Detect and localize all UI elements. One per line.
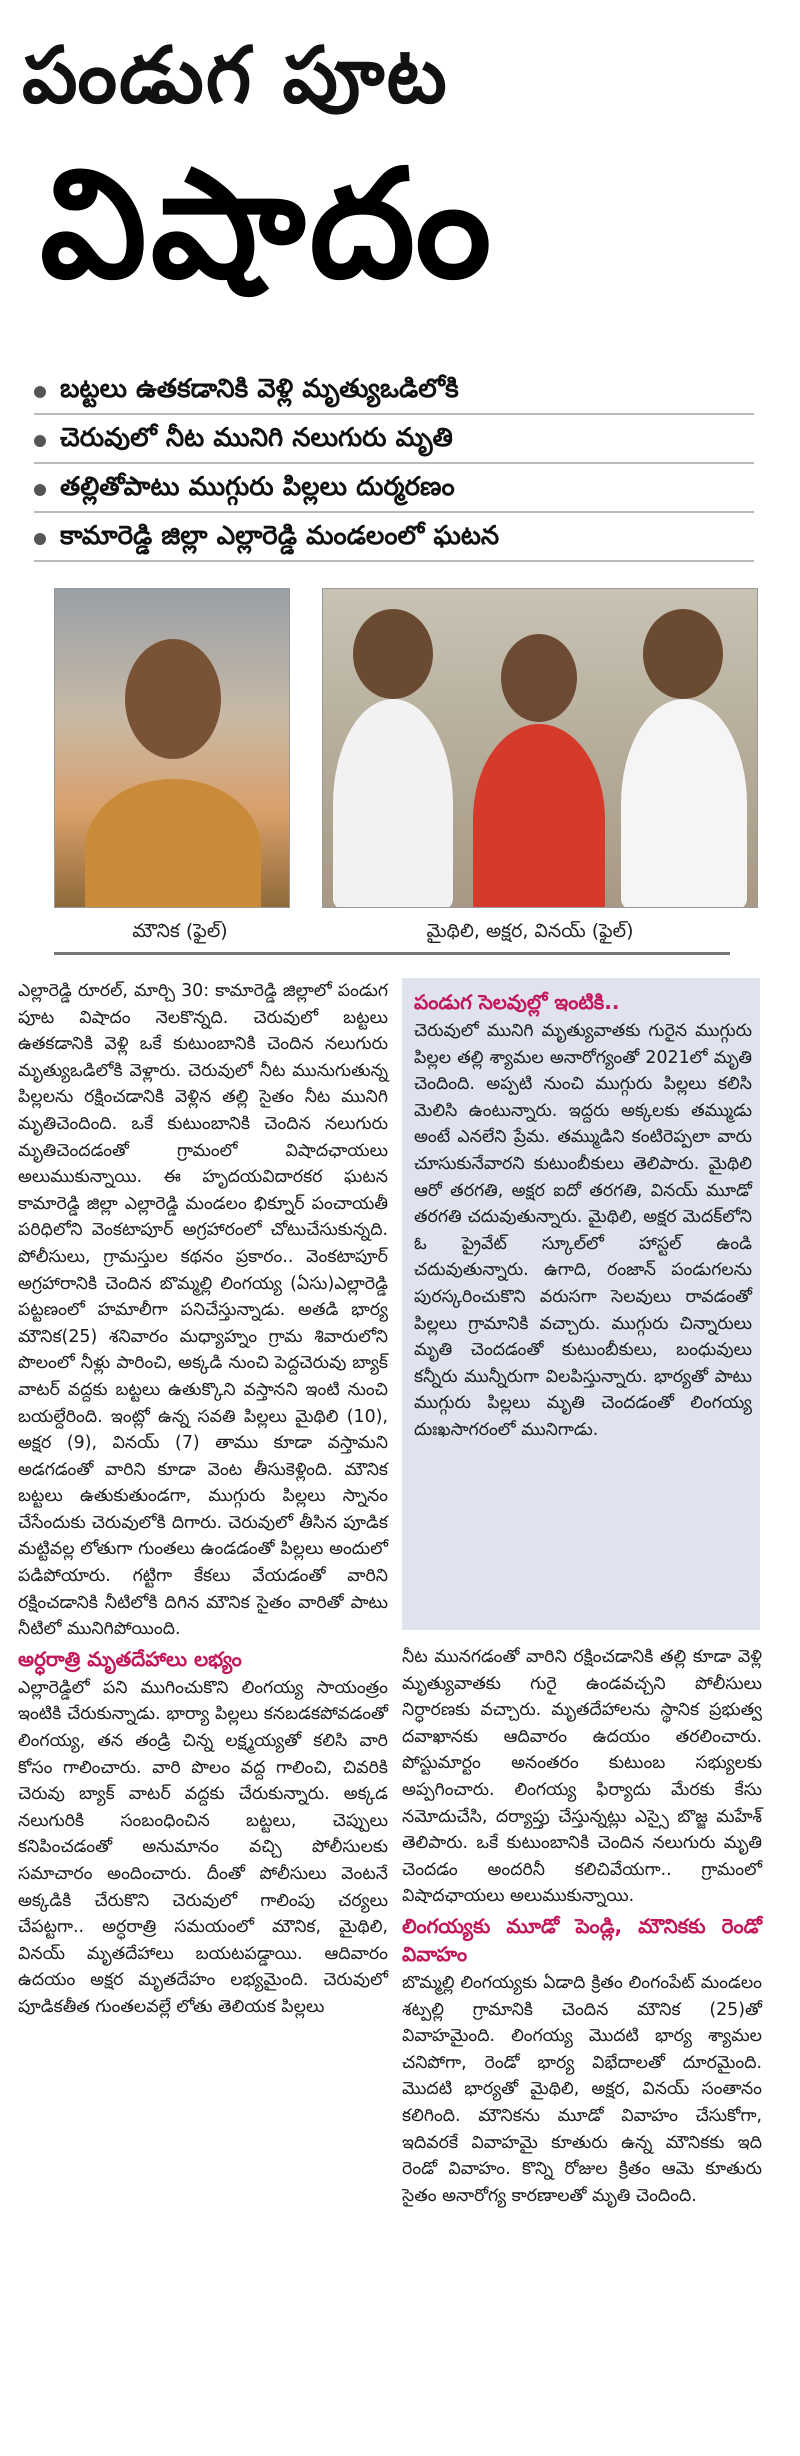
caption-right: మైథిలి, అక్షర, వినయ్ (ఫైల్)	[426, 920, 634, 942]
photo-mounika	[54, 588, 290, 908]
bullet-dot-icon	[34, 484, 46, 496]
bullet-text: కామారెడ్డి జిల్లా ఎల్లారెడ్డి మండలంలో ఘటన	[60, 520, 500, 551]
article-left-column	[18, 978, 388, 2021]
face-shape	[125, 639, 221, 759]
headline-line-1: పండుగ పూట	[22, 31, 449, 121]
article-subhead: లింగయ్యకు మూడో పెండ్లి, మౌనికకు రెండో వివాహం	[402, 1913, 762, 1966]
bullet-item	[34, 419, 754, 464]
bullet-item	[34, 370, 754, 415]
bullet-dot-icon	[34, 386, 46, 398]
article-right-column	[402, 1644, 762, 2209]
photo-children	[322, 588, 758, 908]
section-divider	[54, 952, 730, 955]
article-paragraph: ఎల్లారెడ్డి రూరల్, మార్చి 30: కామారెడ్డి జిల్లాలో పండుగ పూట విషాదం నెలకొన్నది. చెరువులో బట్టలు ఉతకడానికి వెళ్లి ఒకే కుటుంబానికి చెందిన నలుగురు మృత్యుఒడిలోకి వెళ్లారు. చెరువులో నీట మునుగుతున్న పిల్లలను రక్షించడానికి వెళ్లిన తల్లి సైతం నీట మునిగి మృతిచెందింది. ఒకే కుటుంబానికి చెందిన నలుగురు మృతిచెందడంతో గ్రామంలో విషాదఛాయలు అలుముకున్నాయి. ఈ హృదయవిదారకర ఘటన కామారెడ్డి జిల్లా ఎల్లారెడ్డి మండలం భిక్నూర్ పంచాయతీ పరిధిలోని వెంకటాపూర్ అగ్రహారంలో చోటుచేసుకున్నది. పోలీసులు, గ్రామస్తుల కథనం ప్రకారం.. వెంకటాపూర్ అగ్రహారానికి చెందిన బొమ్మల్లి లింగయ్య (ఏసు)ఎల్లారెడ్డి పట్టణంలో హమాలీగా పనిచేస్తున్నాడు. అతడి భార్య మౌనిక(25) శనివారం మధ్యాహ్నం గ్రామ శివారులోని పొలంలో నీళ్లు పారించి, అక్కడి నుంచి పెద్దచెరువు బ్యాక్ వాటర్ వద్దకు బట్టలు ఉతుక్కొని వస్తానని ఇంటి నుంచి బయల్దేరింది. ఇంట్లో ఉన్న సవతి పిల్లలు మైథిలి (10), అక్షర (9), వినయ్ (7) తాము కూడా వస్తామని అడగడంతో వారిని కూడా వెంట తీసుకెళ్లింది. మౌనిక బట్టలు ఉతుకుతుండగా, ముగ్గురు పిల్లలు స్నానం చేసేందుకు చెరువులోకి దిగారు. చెరువులో తీసిన పూడిక మట్టివల్ల లోతుగా గుంతలు ఉండడంతో పిల్లలు అందులో పడిపోయారు. గట్టిగా కేకలు వేయడంతో వారిని రక్షించడానికి నీటిలోకి దిగిన మౌనిక సైతం వారితో పాటు నీటిలో మునిగిపోయింది.	[18, 981, 388, 1640]
face-shape	[501, 634, 577, 722]
article-paragraph: నీట మునగడంతో వారిని రక్షించడానికి తల్లి కూడా వెళ్లి మృత్యువాతకు గురై ఉండవచ్చని పోలీసులు నిర్ధారణకు వచ్చారు. మృతదేహాలను స్థానిక ప్రభుత్వ దవాఖానకు ఆదివారం ఉదయం తరలించారు. పోస్టుమార్టం అనంతరం కుటుంబ సభ్యులకు అప్పగించారు. లింగయ్య ఫిర్యాదు మేరకు కేసు నమోదుచేసి, దర్యాప్తు చేస్తున్నట్లు ఎస్సై బొజ్జ మహేశ్ తెలిపారు. ఒకే కుటుంబానికి చెందిన నలుగురు మృతి చెందడం అందరినీ కలిచివేయగా.. గ్రామంలో విషాదఛాయలు అలుముకున్నాయి.	[402, 1647, 762, 1907]
bullet-list	[34, 370, 754, 566]
body-shape	[473, 724, 605, 908]
article-subhead: అర్ధరాత్రి మృతదేహాలు లభ్యం	[18, 1646, 242, 1671]
bullet-text: చెరువులో నీట మునిగి నలుగురు మృతి	[60, 422, 453, 453]
body-shape	[333, 699, 453, 908]
bullet-text: తల్లితోపాటు ముగ్గురు పిల్లలు దుర్మరణం	[60, 471, 455, 502]
body-shape	[621, 699, 747, 908]
bullet-text: బట్టలు ఉతకడానికి వెళ్లి మృత్యుఒడిలోకి	[60, 373, 459, 404]
article-paragraph: ఎల్లారెడ్డిలో పని ముగించుకొని లింగయ్య సాయంత్రం ఇంటికి చేరుకున్నాడు. భార్యా పిల్లలు కనబడకపోవడంతో లింగయ్య, తన తండ్రి చిన్న లక్ష్మయ్యతో కలిసి వారి కోసం గాలించారు. వారి పొలం వద్ద గాలించి, చివరికి చెరువు బ్యాక్ వాటర్ వద్దకు చేరుకున్నారు. అక్కడ నలుగురికి సంబంధించిన బట్టలు, చెప్పులు కనిపించడంతో అనుమానం వచ్చి పోలీసులకు సమాచారం అందించారు. దీంతో పోలీసులు వెంటనే అక్కడికి చేరుకొని చెరువులో గాలింపు చర్యలు చేపట్టగా.. అర్ధరాత్రి సమయంలో మౌనిక, మైథిలి, వినయ్ మృతదేహాలు బయటపడ్డాయి. ఆదివారం ఉదయం అక్షర మృతదేహం లభ్యమైంది. చెరువులో పూడికతీత గుంతలవల్లే లోతు తెలియక పిల్లలు	[18, 1677, 388, 2017]
face-shape	[643, 609, 723, 699]
sidebar-paragraph: చెరువులో మునిగి మృత్యువాతకు గురైన ముగ్గురు పిల్లల తల్లి శ్యామల అనారోగ్యంతో 2021లో మృతి చెందింది. అప్పటి నుంచి ముగ్గురు పిల్లలు కలిసి మెలిసి ఉంటున్నారు. ఇద్దరు అక్కలకు తమ్ముడు అంటే ఎనలేని ప్రేమ. తమ్ముడిని కంటిరెప్పలా వారు చూసుకునేవారని కుటుంబీకులు తెలిపారు. మైథిలి ఆరో తరగతి, అక్షర ఐదో తరగతి, వినయ్ మూడో తరగతి చదువుతున్నారు. మైథిలి, అక్షర మెదక్‌లోని ఓ ప్రైవేట్ స్కూల్‌లో హాస్టల్ ఉండి చదువుతున్నారు. ఉగాది, రంజాన్ పండుగలను పురస్కరించుకొని వరుసగా సెలవులు రావడంతో పిల్లలు గ్రామానికి వచ్చారు. ముగ్గురు చిన్నారులు మృతి చెందడంతో కుటుంబీకులు, బంధువులు కన్నీరు మున్నీరుగా విలపిస్తున్నారు. భార్యతో పాటు ముగ్గురు పిల్లలు మృతి చెందడంతో లింగయ్య దుఃఖసాగరంలో మునిగాడు.	[414, 1021, 752, 1440]
article-paragraph: బొమ్మల్లి లింగయ్యకు ఏడాది క్రితం లింగంపేట్ మండలం శట్పల్లి గ్రామానికి చెందిన మౌనిక (25)తో వివాహమైంది. లింగయ్య మొదటి భార్య శ్యామల చనిపోగా, రెండో భార్య విభేదాలతో దూరమైంది. మొదటి భార్యతో మైథిలి, అక్షర, వినయ్ సంతానం కలిగింది. మౌనికను మూడో వివాహం చేసుకోగా, ఇదివరకే వివాహమై కూతురు ఉన్న మౌనికకు ఇది రెండో వివాహం. కొన్ని రోజుల క్రితం ఆమె కూతురు సైతం అనారోగ్య కారణాలతో మృతి చెందింది.	[402, 1972, 762, 2206]
face-shape	[353, 609, 433, 699]
headline-line-2: విషాదం	[40, 138, 496, 312]
sidebar-box-content	[414, 986, 752, 1444]
sidebar-subhead: పండుగ సెలవుల్లో ఇంటికి..	[414, 990, 620, 1014]
bullet-dot-icon	[34, 435, 46, 447]
bullet-item	[34, 468, 754, 513]
bullet-dot-icon	[34, 533, 46, 545]
body-shape	[85, 779, 261, 908]
bullet-item	[34, 517, 754, 562]
caption-left: మౌనిక (ఫైల్)	[132, 920, 228, 942]
